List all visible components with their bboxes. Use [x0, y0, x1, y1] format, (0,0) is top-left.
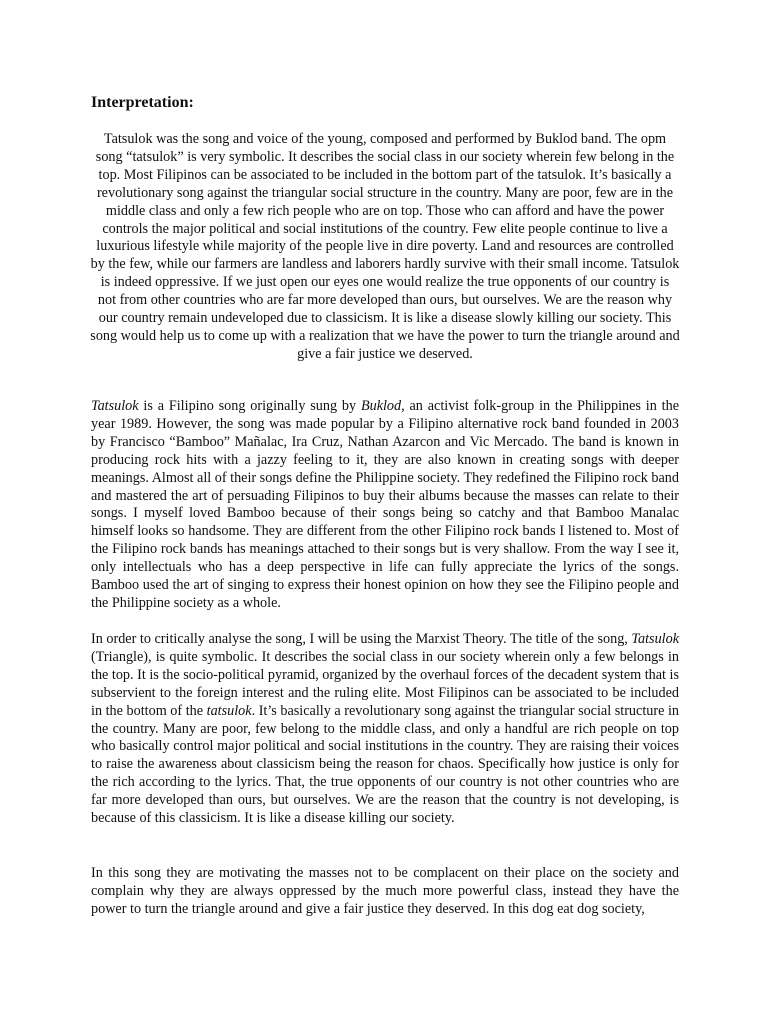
tatsulok-italic: tatsulok — [206, 702, 252, 719]
paragraph-text: (Triangle), is quite symbolic. It describes the social class in our society wherein only a few belongs in the top. It is the socio-political pyramid, organized by the overhaul forces of the decadent system that is subservient to the foreign interest and the ruling elite. Most Filipinos can be associated to be included in the bottom of the — [91, 648, 679, 719]
section-heading: Interpretation: — [91, 94, 194, 111]
song-title-italic: Tatsulok — [631, 631, 679, 647]
paragraph-marxist-analysis — [91, 631, 679, 828]
paragraph-text: . It’s basically a revolutionary song against the triangular social structure in the country. Many are poor, few belong to the middle class, and only a handful are rich people on top who basically control major political and social institutions in the country. They are raising their voices to raise the awareness about classicism being the reason for chaos. Specifically how justice is only for the rich according to the lyrics. That, the true opponents of our country is not other countries who are far more developed than ours, but ourselves. We are the reason that the country is not developing, is because of this classicism. It is like a disease killing our society. — [91, 702, 679, 827]
paragraph-text: , an activist folk-group in the Philippines in the year 1989. However, the song was made popular by a Filipino alternative rock band founded in 2003 by Francisco “Bamboo” Mañalac, Ira Cruz, Nathan Azarcon and Vic Mercado. The band is known in producing rock hits with a jazzy feeling to it, they are also known in creating songs with deeper meanings. Almost all of their songs define the Philippine society. They redefined the Filipino rock band and mastered the art of persuading Filipinos to buy their albums because the masses can relate to their songs. I myself loved Bamboo because of their songs being so catchy and that Bamboo Manalac himself looks so handsome. They are different from the other Filipino rock bands I listened to. Most of the Filipino rock bands has meanings attached to their songs but is very shallow. From the way I see it, only intellectuals who has a deep perspective in life can fully appreciate the lyrics of the songs. Bamboo used the art of singing to express their honest opinion on how they see the Filipino people and the Philippine society as a whole. — [91, 398, 679, 611]
paragraph-band-history — [91, 398, 679, 613]
song-title-italic: Tatsulok — [91, 398, 139, 414]
paragraph-interpretation: Tatsulok was the song and voice of the young, composed and performed by Buklod band. The opm song “tatsulok” is very symbolic. It describes the social class in our society wherein few belong in the top. Most Filipinos can be associated to be included in the bottom part of the tatsulok. It’s basically a revolutionary song against the triangular social structure in the country. Many are poor, few are in the middle class and only a few rich people who are on top. Those who can afford and have the power controls the major political and social institutions of the country. Few elite people continue to live a luxurious lifestyle while majority of the people live in dire poverty. Land and resources are controlled by the few, while our farmers are landless and laborers hardly survive with their small income. Tatsulok is indeed oppressive. If we just open our eyes one would realize the true opponents of our country is not from other countries who are far more developed than ours, but ourselves. We are the reason why our country remain undeveloped due to classicism. It is like a disease slowly killing our society. This song would help us to come up with a realization that we have the power to turn the triangle around and give a fair justice we deserved. — [90, 131, 680, 362]
paragraph-text: In order to critically analyse the song, I will be using the Marxist Theory. The title of the song, — [91, 631, 632, 647]
paragraph-text: is a Filipino song originally sung by — [138, 398, 361, 414]
band-name-italic: Buklod — [360, 398, 402, 414]
paragraph-motivation: In this song they are motivating the masses not to be complacent on their place on the society and complain why they are always oppressed by the much more powerful class, instead they have the power to turn the triangle around and give a fair justice they deserved. In this dog eat dog society, — [91, 865, 679, 917]
